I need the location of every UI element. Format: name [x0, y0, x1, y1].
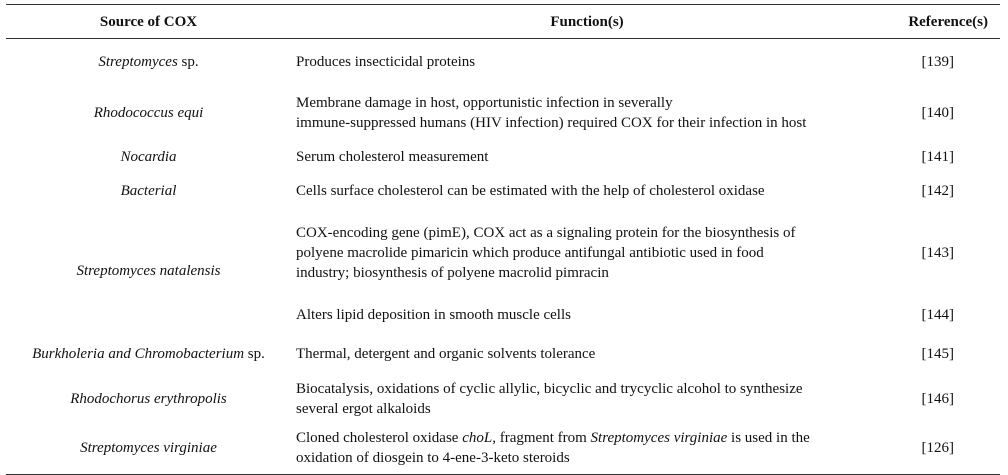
source-text: Rhodochorus erythropolis	[70, 390, 227, 407]
source-text: Bacterial	[120, 182, 177, 199]
source-text: Rhodococcus equi	[93, 104, 204, 121]
function-text: Biocatalysis, oxidations of cyclic allylic, bicyclic and trycyclic alcohol to synthesize	[296, 380, 803, 397]
function-text: immune-suppressed humans (HIV infection) required COX for their infection in host	[296, 114, 807, 131]
function-cell	[291, 375, 883, 423]
table-row	[6, 375, 1000, 423]
function-cell	[291, 333, 883, 375]
function-text: , fragment from	[492, 430, 591, 447]
source-text: Streptomyces natalensis	[76, 262, 221, 279]
reference-cell: [139]	[921, 53, 954, 70]
function-text: Produces insecticidal proteins	[296, 53, 476, 70]
reference-cell: [146]	[921, 390, 954, 407]
function-text: Cells surface cholesterol can be estimated with the help of cholesterol oxidase	[296, 182, 765, 199]
source-text: Nocardia	[120, 148, 177, 165]
function-cell	[291, 423, 883, 475]
source-text: Streptomyces virginiae	[80, 440, 217, 457]
table-row	[6, 85, 1000, 141]
function-cell	[291, 173, 883, 209]
reference-cell: [140]	[921, 104, 954, 121]
function-text: oxidation of diosgein to 4-ene-3-keto steroids	[296, 450, 570, 467]
source-text: Burkholeria and Chromobacterium	[32, 345, 245, 362]
reference-cell: [143]	[921, 244, 954, 261]
source-cell	[6, 85, 291, 141]
function-text: Membrane damage in host, opportunistic infection in severally	[296, 94, 673, 111]
source-cell	[6, 173, 291, 209]
source-text: sp.	[177, 53, 199, 70]
function-text: Alters lipid deposition in smooth muscle cells	[296, 306, 571, 323]
source-cell	[6, 39, 291, 85]
reference-cell: [126]	[883, 423, 1000, 475]
header-reference: Reference(s)	[883, 5, 1000, 39]
table-row	[6, 333, 1000, 375]
function-cell	[291, 209, 883, 297]
reference-cell: [144]	[921, 306, 954, 323]
function-text: COX-encoding gene (pimE), COX act as a signaling protein for the biosynthesis of	[296, 224, 796, 241]
table-body	[6, 39, 1000, 475]
function-cell	[291, 141, 883, 173]
source-cell	[6, 375, 291, 423]
reference-cell: [145]	[921, 345, 954, 362]
function-text: choL	[462, 430, 493, 447]
function-text: Streptomyces virginiae	[590, 430, 728, 447]
reference-cell: [141]	[921, 148, 954, 165]
source-text: Streptomyces	[98, 53, 178, 70]
source-cell	[6, 209, 291, 333]
source-text: sp.	[244, 345, 265, 362]
source-cell	[6, 141, 291, 173]
header-function: Function(s)	[291, 5, 883, 39]
function-text: Serum cholesterol measurement	[296, 148, 489, 165]
function-cell	[291, 85, 883, 141]
table-row	[6, 423, 1000, 475]
function-text: is used in the	[727, 430, 810, 447]
table-row	[6, 209, 1000, 297]
function-text: Cloned cholesterol oxidase	[296, 430, 463, 447]
function-text: industry; biosynthesis of polyene macrolid pimracin	[296, 264, 609, 281]
function-cell	[291, 297, 883, 333]
header-row	[6, 5, 1000, 39]
reference-cell: [142]	[921, 182, 954, 199]
cox-table	[6, 4, 1000, 475]
source-cell	[6, 333, 291, 375]
table-row	[6, 173, 1000, 209]
table-container	[0, 4, 1008, 474]
table-row	[6, 39, 1000, 85]
source-cell	[6, 423, 291, 475]
function-text: Thermal, detergent and organic solvents tolerance	[296, 345, 596, 362]
table-row	[6, 141, 1000, 173]
function-text: polyene macrolide pimaricin which produce antifungal antibiotic used in food	[296, 244, 764, 261]
function-text: several ergot alkaloids	[296, 400, 431, 417]
header-source: Source of COX	[6, 5, 291, 39]
function-cell	[291, 39, 883, 85]
